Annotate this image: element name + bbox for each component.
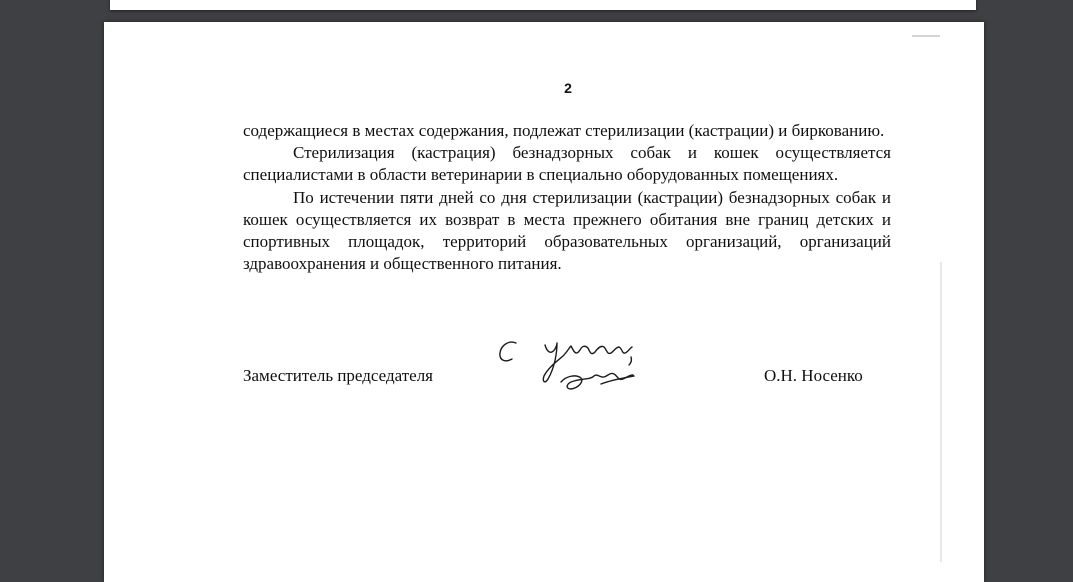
previous-page-edge (110, 0, 976, 10)
document-body (243, 120, 891, 275)
document-page (104, 22, 984, 582)
signer-title: Заместитель председателя (243, 366, 433, 385)
paragraph-1: содержащиеся в местах содержания, подлежат стерилизации (кастрации) и биркованию. (243, 121, 885, 140)
scan-artifact (912, 35, 940, 37)
scan-edge-artifact (940, 262, 942, 562)
paragraph-2: Стерилизация (кастрация) безнадзорных собак и кошек осуществляется специалистами в области ветеринарии в специально оборудованных помещениях. (243, 143, 891, 185)
page-number: 2 (564, 80, 572, 96)
handwritten-signature (385, 312, 635, 402)
paragraph-3: По истечении пяти дней со дня стерилизации (кастрации) безнадзорных собак и кошек осуществляется их возврат в места прежнего обитания вне границ детских и спортивных площадок, территорий образовательных организаций, организаций здравоохранения и общественного питания. (243, 187, 891, 274)
signer-name: О.Н. Носенко (764, 366, 863, 385)
